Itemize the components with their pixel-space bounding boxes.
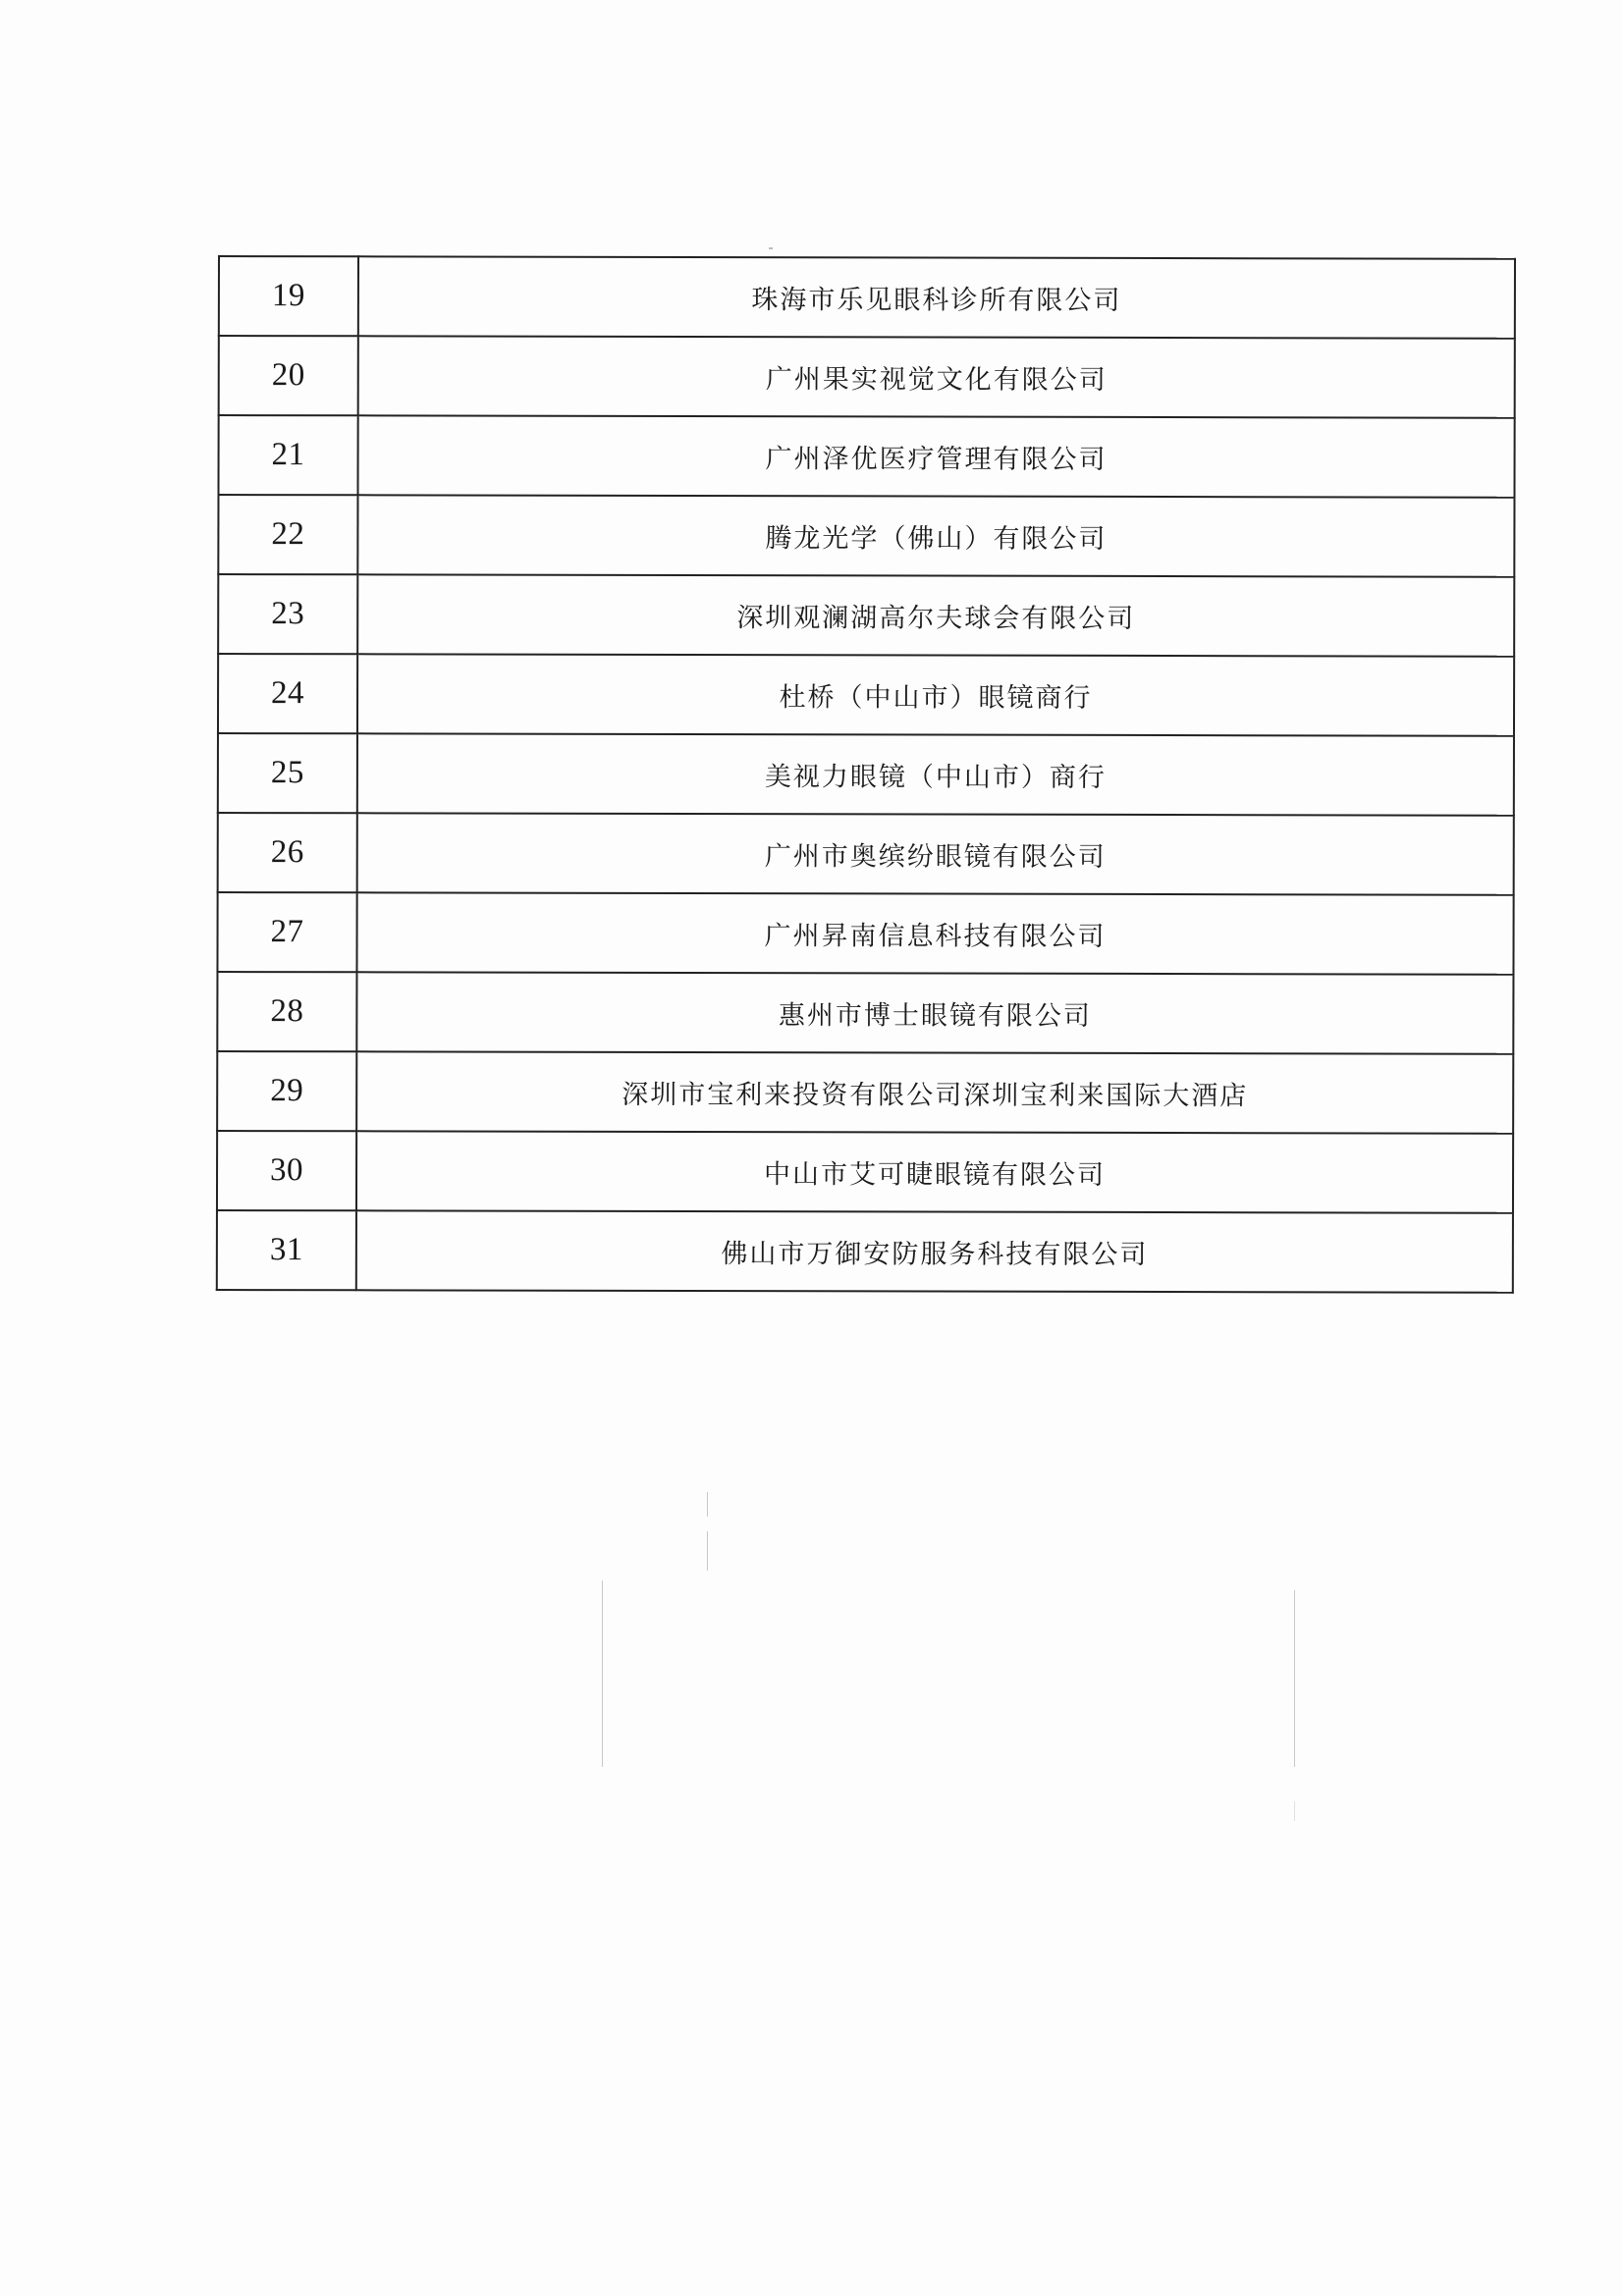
company-name: 中山市艾可睫眼镜有限公司 <box>356 1131 1513 1212</box>
scan-artifact-line <box>707 1531 708 1571</box>
company-name: 广州果实视觉文化有限公司 <box>358 336 1515 417</box>
row-number: 27 <box>217 892 356 972</box>
scan-artifact-line <box>707 1492 708 1517</box>
scan-artifact-line <box>1294 1590 1295 1767</box>
row-number: 20 <box>219 336 358 415</box>
company-name: 广州昇南信息科技有限公司 <box>356 892 1513 974</box>
company-name: 广州泽优医疗管理有限公司 <box>357 415 1514 497</box>
table-row <box>217 972 1513 1054</box>
table-row <box>218 415 1514 498</box>
company-name: 腾龙光学（佛山）有限公司 <box>357 495 1514 576</box>
table-row <box>218 813 1514 895</box>
company-name: 惠州市博士眼镜有限公司 <box>356 972 1513 1053</box>
company-name: 深圳市宝利来投资有限公司深圳宝利来国际大酒店 <box>356 1051 1513 1133</box>
company-name: 深圳观澜湖高尔夫球会有限公司 <box>357 574 1514 656</box>
row-number: 25 <box>218 733 357 813</box>
table-row <box>219 336 1515 418</box>
company-name: 杜桥（中山市）眼镜商行 <box>357 654 1514 735</box>
company-name: 佛山市万御安防服务科技有限公司 <box>356 1210 1513 1292</box>
row-number: 21 <box>218 415 357 495</box>
company-name: 珠海市乐见眼科诊所有限公司 <box>358 256 1515 338</box>
table-row <box>218 654 1514 736</box>
table-row <box>217 1210 1513 1293</box>
company-list-body <box>217 256 1515 1293</box>
row-number: 23 <box>218 574 357 654</box>
company-list-table <box>216 255 1516 1294</box>
table-row <box>218 733 1514 816</box>
scan-speck <box>769 247 773 249</box>
row-number: 31 <box>217 1210 356 1290</box>
row-number: 24 <box>218 654 357 733</box>
scan-artifact-line <box>1294 1801 1295 1821</box>
row-number: 22 <box>218 495 357 574</box>
table-row <box>217 1131 1513 1213</box>
table-row <box>217 1051 1513 1134</box>
table-row <box>218 495 1514 577</box>
table-row <box>218 574 1514 657</box>
row-number: 29 <box>217 1051 356 1131</box>
company-name: 美视力眼镜（中山市）商行 <box>357 733 1514 815</box>
company-name: 广州市奥缤纷眼镜有限公司 <box>357 813 1514 894</box>
table-row <box>217 892 1513 975</box>
table-row <box>219 256 1515 339</box>
row-number: 19 <box>219 256 358 336</box>
row-number: 28 <box>217 972 356 1051</box>
row-number: 26 <box>218 813 357 892</box>
scan-artifact-line <box>602 1580 603 1767</box>
row-number: 30 <box>217 1131 356 1210</box>
